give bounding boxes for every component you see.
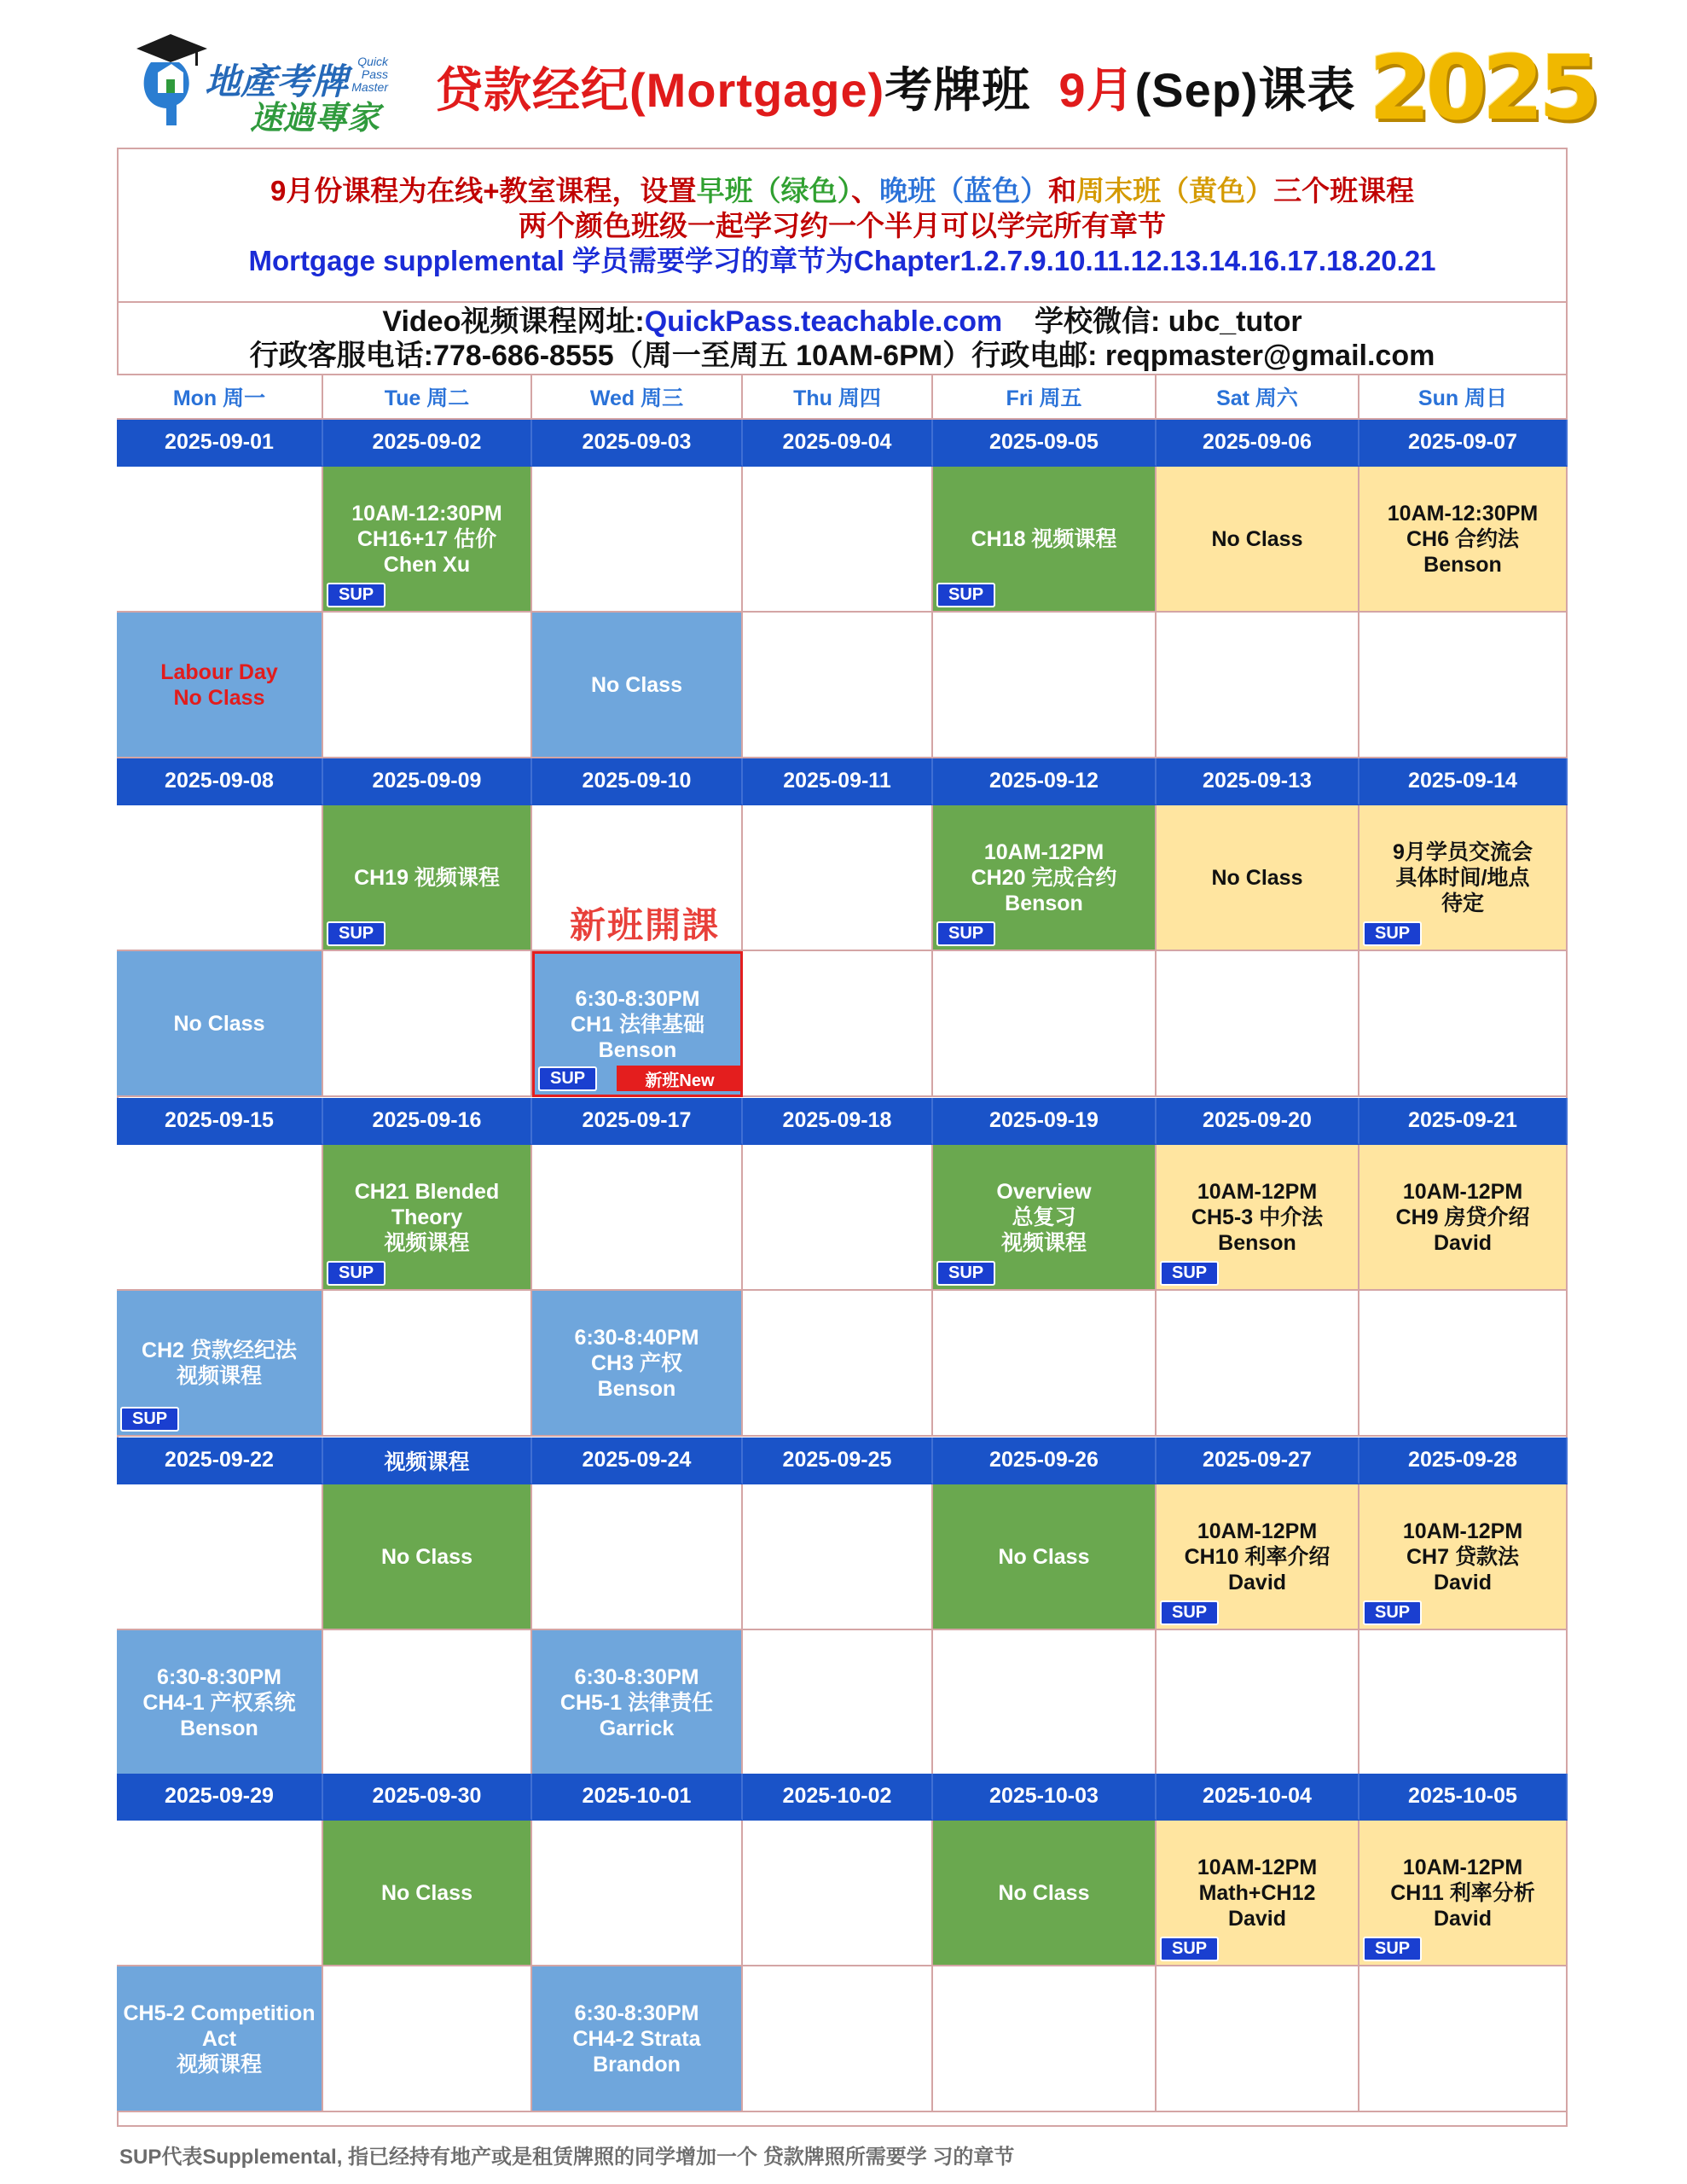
class-info: 10AM-12PM CH20 完成合约 Benson (971, 839, 1117, 915)
evening-class-cell (1359, 1966, 1568, 2112)
contact-line-1 (117, 305, 1568, 339)
day-class-cell (743, 805, 933, 951)
class-info: 6:30-8:40PM CH3 产权 Benson (574, 1325, 699, 1401)
logo-text-top: 地產考牌 (205, 61, 349, 102)
evening-class-cell (933, 1966, 1157, 2112)
class-info: No Class (591, 672, 682, 697)
date-header: 2025-09-06 (1157, 420, 1359, 467)
class-info: Overview 总复习 视频课程 (996, 1179, 1092, 1255)
class-info: CH21 Blended Theory 视频课程 (354, 1179, 500, 1255)
title-class: 考牌班 (884, 63, 1031, 117)
evening-class-cell (532, 1291, 743, 1437)
date-header: 2025-09-19 (933, 1098, 1157, 1145)
evening-class-cell (933, 951, 1157, 1097)
day-class-cell (1359, 467, 1568, 613)
info-line-1: 9月份课程为在线+教室课程，设置早班（绿色）、晚班（蓝色）和周末班（黄色）三个班课程 (270, 175, 1415, 206)
class-info: 10AM-12:30PM CH6 合约法 Benson (1387, 501, 1539, 577)
day-class-cell (323, 467, 532, 613)
class-info: CH5-2 Competition Act 视频课程 (123, 2001, 316, 2077)
evening-class-cell (323, 951, 532, 1097)
class-info: 6:30-8:30PM CH5-1 法律责任 Garrick (559, 1664, 714, 1740)
weekday-header: Thu 周四 (743, 375, 933, 420)
evening-class-cell (933, 1630, 1157, 1776)
evening-class-cell (1157, 1630, 1359, 1776)
class-info: No Class (381, 1880, 472, 1905)
evening-class-cell (117, 613, 323, 758)
date-header: 2025-09-20 (1157, 1098, 1359, 1145)
evening-class-cell (323, 613, 532, 758)
day-class-cell (323, 1484, 532, 1630)
date-header: 2025-09-10 (532, 758, 743, 805)
weekday-header: Wed 周三 (532, 375, 743, 420)
evening-class-cell (1359, 951, 1568, 1097)
evening-class-cell (743, 951, 933, 1097)
date-header: 视频课程 (323, 1438, 532, 1484)
evening-class-cell (532, 1966, 743, 2112)
day-class-cell (532, 1484, 743, 1630)
weekday-header: Fri 周五 (933, 375, 1157, 420)
date-header: 2025-09-05 (933, 420, 1157, 467)
day-class-cell (532, 467, 743, 613)
sup-badge: SUP (1160, 1261, 1219, 1286)
sup-badge: SUP (1363, 921, 1422, 946)
title-schedule: (Sep)课表 (1134, 63, 1356, 117)
evening-class-cell (323, 1630, 532, 1776)
day-class-cell (743, 1484, 933, 1630)
day-class-cell (1157, 467, 1359, 613)
sup-badge: SUP (936, 583, 995, 607)
day-class-cell (1157, 1145, 1359, 1291)
date-header: 2025-09-07 (1359, 420, 1568, 467)
class-info: CH2 贷款经纪法 视频课程 (142, 1338, 297, 1388)
day-class-cell (532, 1145, 743, 1291)
weekday-header: Sun 周日 (1359, 375, 1568, 420)
day-class-cell (117, 467, 323, 613)
evening-class-cell (933, 1291, 1157, 1437)
evening-class-cell (117, 951, 323, 1097)
date-header: 2025-09-09 (323, 758, 532, 805)
day-class-cell (1359, 1145, 1568, 1291)
sup-badge: SUP (1160, 1937, 1219, 1961)
evening-class-cell (743, 1966, 933, 2112)
evening-class-cell (1359, 613, 1568, 758)
day-class-cell (323, 805, 532, 951)
evening-class-cell (117, 1291, 323, 1437)
graduation-cap-house-icon (132, 30, 209, 128)
date-header: 2025-09-18 (743, 1098, 933, 1145)
day-class-cell (117, 1484, 323, 1630)
day-class-cell (1157, 805, 1359, 951)
date-header: 2025-09-17 (532, 1098, 743, 1145)
date-header: 2025-09-29 (117, 1774, 323, 1821)
day-class-cell (1157, 1484, 1359, 1630)
day-class-cell (1157, 1821, 1359, 1966)
info-panel (117, 148, 1568, 303)
sup-badge: SUP (1363, 1600, 1422, 1625)
day-class-cell (933, 1821, 1157, 1966)
day-class-cell (933, 1145, 1157, 1291)
sup-badge: SUP (327, 583, 386, 607)
info-line-2: 两个颜色班级一起学习约一个半月可以学完所有章节 (519, 210, 1166, 241)
footnote: SUP代表Supplemental, 指已经持有地产或是租赁牌照的同学增加一个 贷款牌照所需要学 习的章节 (119, 2146, 1015, 2169)
weekday-header: Sat 周六 (1157, 375, 1359, 420)
date-header: 2025-09-24 (532, 1438, 743, 1484)
class-info: No Class (1211, 865, 1303, 890)
evening-class-cell (1359, 1630, 1568, 1776)
date-header: 2025-09-21 (1359, 1098, 1568, 1145)
evening-class-cell (1157, 951, 1359, 1097)
new-class-label: 新班開課 (570, 905, 721, 945)
date-header: 2025-09-25 (743, 1438, 933, 1484)
evening-class-cell (743, 613, 933, 758)
class-info: 6:30-8:30PM CH4-1 产权系统 Benson (142, 1664, 296, 1740)
class-info: 6:30-8:30PM CH4-2 Strata Brandon (572, 2001, 701, 2077)
contact-panel (117, 303, 1568, 375)
evening-class-cell (323, 1966, 532, 2112)
evening-class-cell (117, 1630, 323, 1776)
day-class-cell (323, 1821, 532, 1966)
sup-badge: SUP (936, 1261, 995, 1286)
date-header: 2025-09-04 (743, 420, 933, 467)
class-info: Labour Day No Class (160, 659, 278, 710)
date-header: 2025-09-26 (933, 1438, 1157, 1484)
date-header: 2025-09-12 (933, 758, 1157, 805)
video-label: Video视频课程网址: (382, 305, 645, 338)
day-class-cell (532, 1821, 743, 1966)
day-class-cell (743, 467, 933, 613)
class-info: No Class (173, 1011, 265, 1036)
date-header: 2025-09-27 (1157, 1438, 1359, 1484)
sup-badge: SUP (327, 1261, 386, 1286)
evening-class-cell (933, 613, 1157, 758)
evening-class-cell (1157, 613, 1359, 758)
class-info: 10AM-12PM CH5-3 中介法 Benson (1191, 1179, 1324, 1255)
date-header: 2025-10-03 (933, 1774, 1157, 1821)
evening-class-cell (1157, 1966, 1359, 2112)
date-header: 2025-09-22 (117, 1438, 323, 1484)
date-header: 2025-09-16 (323, 1098, 532, 1145)
day-class-cell (117, 805, 323, 951)
title-month: 9月 (1058, 63, 1135, 117)
evening-class-cell (532, 951, 743, 1097)
sup-badge: SUP (538, 1066, 597, 1091)
info-line-3: Mortgage supplemental 学员需要学习的章节为Chapter1.2.7.9.10.11.12.13.14.16.17.18.20.21 (248, 245, 1436, 276)
day-class-cell (117, 1821, 323, 1966)
date-header: 2025-09-02 (323, 420, 532, 467)
class-info: 6:30-8:30PM CH1 法律基础 Benson (571, 986, 704, 1062)
date-header: 2025-10-05 (1359, 1774, 1568, 1821)
sup-badge: SUP (1363, 1937, 1422, 1961)
day-class-cell (1359, 1484, 1568, 1630)
day-class-cell (1359, 805, 1568, 951)
day-class-cell (323, 1145, 532, 1291)
year-text: 2025 (1369, 36, 1596, 140)
class-info: No Class (998, 1544, 1090, 1569)
class-info: No Class (998, 1880, 1090, 1905)
class-info: 10AM-12PM CH11 利率分析 David (1390, 1855, 1535, 1931)
new-class-badge: 新班New (617, 1066, 743, 1091)
evening-class-cell (1157, 1291, 1359, 1437)
title-mortgage: 贷款经纪(Mortgage) (435, 63, 885, 117)
logo (132, 30, 388, 136)
evening-class-cell (1359, 1291, 1568, 1437)
date-header: 2025-09-11 (743, 758, 933, 805)
date-header: 2025-09-01 (117, 420, 323, 467)
class-info: 10AM-12PM Math+CH12 David (1197, 1855, 1318, 1931)
weekday-header: Mon 周一 (117, 375, 323, 420)
class-info: CH19 视频课程 (354, 865, 500, 890)
day-class-cell (1359, 1821, 1568, 1966)
class-info: 10AM-12:30PM CH16+17 估价 Chen Xu (351, 501, 502, 577)
evening-class-cell (743, 1291, 933, 1437)
date-header: 2025-09-15 (117, 1098, 323, 1145)
class-info: 10AM-12PM CH7 贷款法 David (1402, 1519, 1523, 1594)
date-header: 2025-09-30 (323, 1774, 532, 1821)
date-header: 2025-09-28 (1359, 1438, 1568, 1484)
date-header: 2025-10-04 (1157, 1774, 1359, 1821)
weekday-header: Tue 周二 (323, 375, 532, 420)
class-info: 10AM-12PM CH10 利率介绍 David (1184, 1519, 1330, 1594)
evening-class-cell (743, 1630, 933, 1776)
day-class-cell (743, 1821, 933, 1966)
class-info: 10AM-12PM CH9 房贷介绍 David (1395, 1179, 1530, 1255)
day-class-cell (117, 1145, 323, 1291)
day-class-cell (743, 1145, 933, 1291)
class-info: CH18 视频课程 (971, 526, 1117, 551)
wechat-text: 学校微信: ubc_tutor (1035, 305, 1302, 338)
logo-text-bottom: 速過專家 (250, 101, 380, 136)
day-class-cell (933, 1484, 1157, 1630)
date-header: 2025-10-02 (743, 1774, 933, 1821)
sup-badge: SUP (327, 921, 386, 946)
class-info: No Class (1211, 526, 1303, 551)
class-info: 9月学员交流会 具体时间/地点 待定 (1393, 839, 1533, 915)
sup-badge: SUP (1160, 1600, 1219, 1625)
evening-class-cell (532, 1630, 743, 1776)
date-header: 2025-09-08 (117, 758, 323, 805)
sup-badge: SUP (936, 921, 995, 946)
date-header: 2025-09-13 (1157, 758, 1359, 805)
evening-class-cell (532, 613, 743, 758)
year-badge (1369, 36, 1595, 140)
logo-text-english: Quick Pass Master (351, 55, 388, 94)
contact-line-2: 行政客服电话:778-686-8555（周一至周五 10AM-6PM）行政电邮: reqpmaster@gmail.com (249, 340, 1435, 372)
page-title (435, 53, 1356, 121)
date-header: 2025-10-01 (532, 1774, 743, 1821)
class-info: No Class (381, 1544, 472, 1569)
day-class-cell (933, 467, 1157, 613)
video-link[interactable]: QuickPass.teachable.com (644, 305, 1003, 338)
date-header: 2025-09-14 (1359, 758, 1568, 805)
sup-badge: SUP (120, 1407, 179, 1432)
evening-class-cell (117, 1966, 323, 2112)
day-class-cell (933, 805, 1157, 951)
evening-class-cell (323, 1291, 532, 1437)
date-header: 2025-09-03 (532, 420, 743, 467)
